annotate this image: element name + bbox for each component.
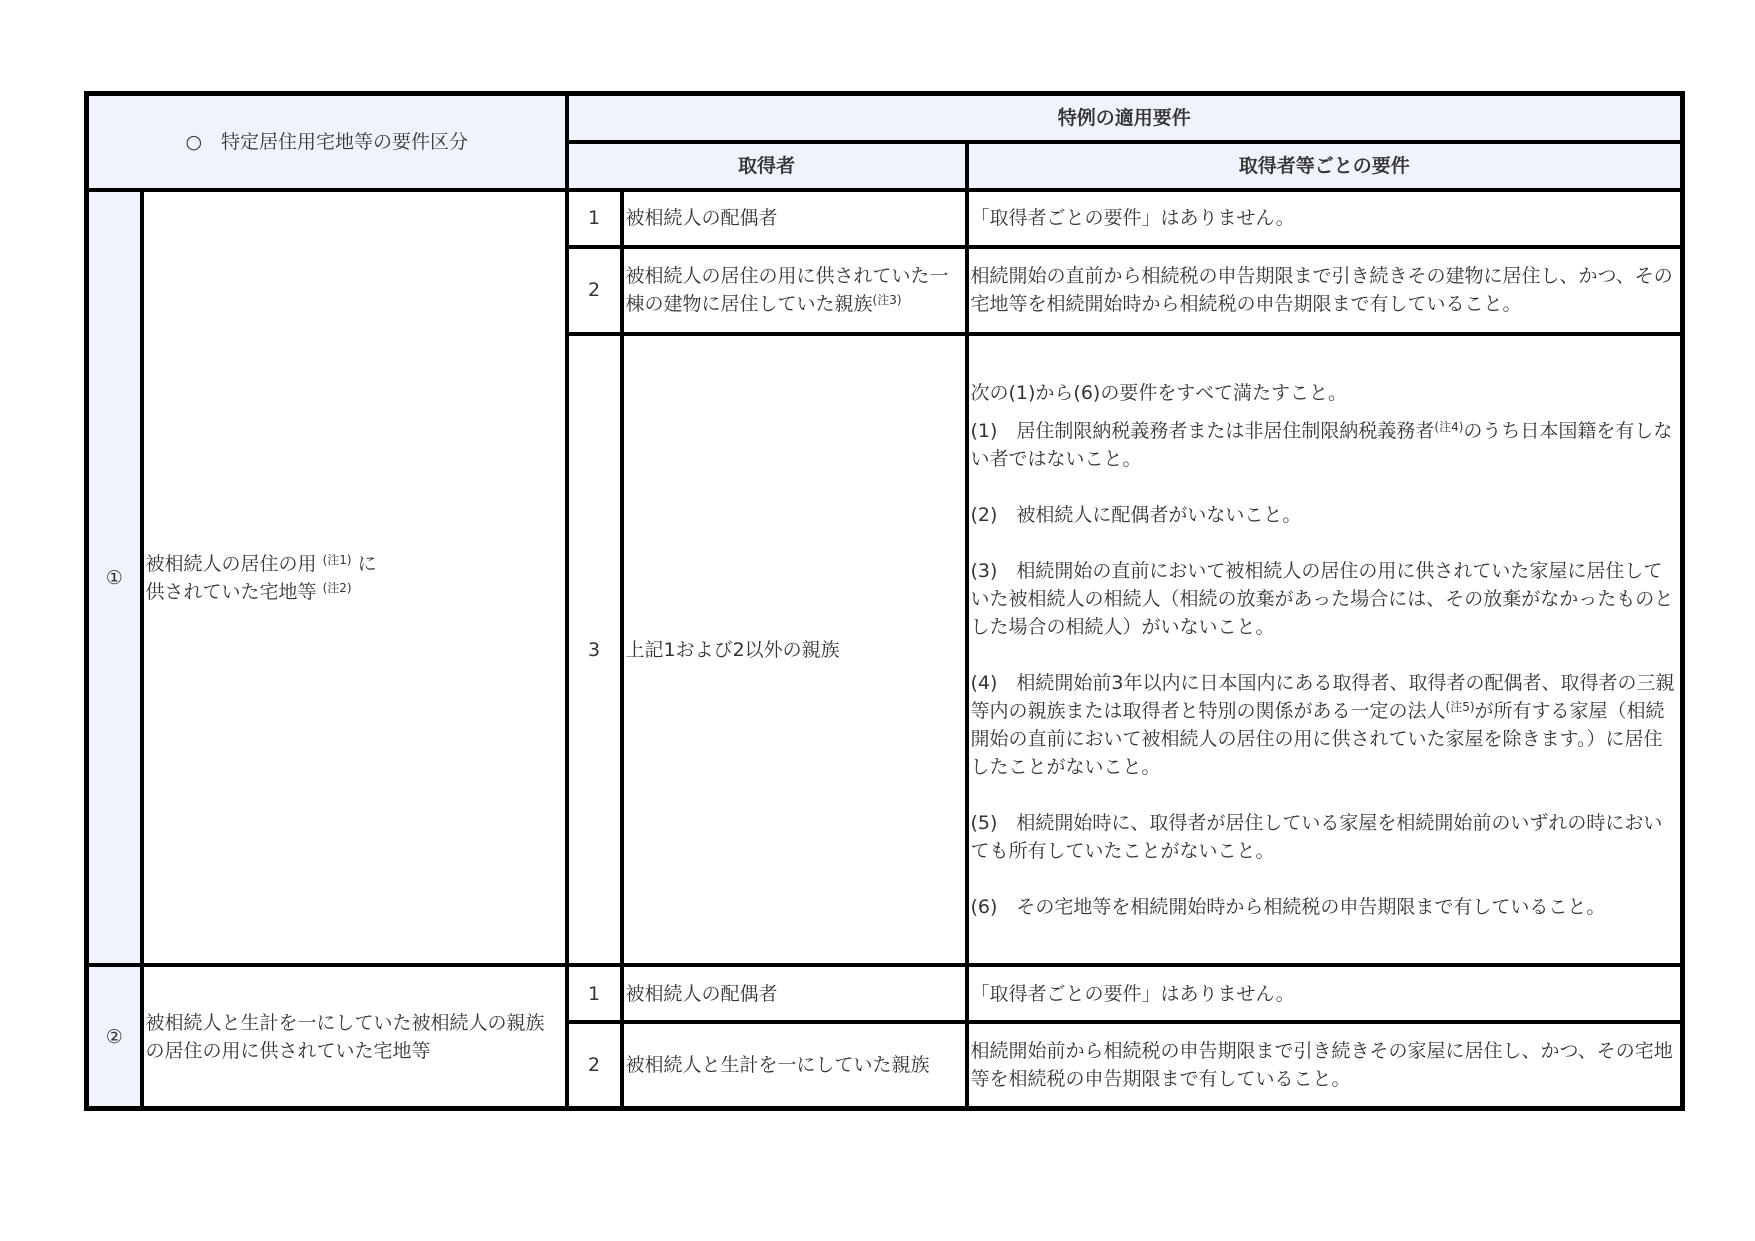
acquirer-requirements-header: 取得者等ごとの要件 bbox=[967, 142, 1683, 190]
footnote-ref: (注5) bbox=[1445, 699, 1475, 714]
requirement-item-2: (2) 被相続人に配偶者がいないこと。 bbox=[970, 503, 1302, 526]
requirement-cell: 相続開始の直前から相続税の申告期限まで引き続きその建物に居住し、かつ、その宅地等を相続開始時から相続税の申告期限まで有していること。 bbox=[967, 247, 1683, 335]
requirement-item-4 bbox=[971, 669, 1679, 781]
requirement-cell: 「取得者ごとの要件」はありません。 bbox=[967, 965, 1683, 1021]
acquirer-text: 被相続人の居住の用に供されていた一棟の建物に居住していた親族 bbox=[625, 265, 949, 316]
requirement-cell: 「取得者ごとの要件」はありません。 bbox=[967, 190, 1683, 246]
requirement-item-1 bbox=[971, 417, 1679, 473]
acquirer-cell: 被相続人の配偶者 bbox=[622, 965, 967, 1021]
description-text: に bbox=[357, 552, 377, 575]
header-row-1 bbox=[87, 94, 1683, 142]
row-number: 2 bbox=[567, 247, 622, 335]
section-mark-2: ② bbox=[87, 965, 142, 1108]
acquirer-cell bbox=[622, 247, 967, 335]
requirements-table bbox=[84, 91, 1685, 1111]
row-number: 1 bbox=[567, 965, 622, 1021]
requirement-cell bbox=[967, 334, 1683, 965]
acquirer-header: 取得者 bbox=[567, 142, 967, 190]
section-description-1 bbox=[142, 190, 567, 965]
row-number: 2 bbox=[567, 1022, 622, 1109]
acquirer-cell: 被相続人の配偶者 bbox=[622, 190, 967, 246]
requirement-item-6: (6) その宅地等を相続開始時から相続税の申告期限まで有していること。 bbox=[970, 895, 1606, 918]
footnote-ref: (注4) bbox=[1434, 419, 1464, 434]
row-number: 1 bbox=[567, 190, 622, 246]
table-row bbox=[87, 965, 1683, 1021]
footnote-ref: (注3) bbox=[872, 293, 902, 308]
footnote-ref: (注1) bbox=[322, 552, 352, 567]
section-mark-1: ① bbox=[87, 190, 142, 965]
table-row bbox=[87, 190, 1683, 246]
requirement-intro: 次の(1)から(6)の要件をすべて満たすこと。 bbox=[970, 381, 1347, 404]
acquirer-cell: 上記1および2以外の親族 bbox=[622, 334, 967, 965]
description-text: 供されていた宅地等 bbox=[145, 580, 317, 603]
footnote-ref: (注2) bbox=[322, 580, 352, 595]
requirement-cell: 相続開始前から相続税の申告期限まで引き続きその家屋に居住し、かつ、その宅地等を相続税の申告期限まで有していること。 bbox=[967, 1022, 1683, 1109]
section-description-2: 被相続人と生計を一にしていた被相続人の親族の居住の用に供されていた宅地等 bbox=[142, 965, 567, 1108]
requirement-text: (4) 相続開始前3年以内に日本国内にある取得者、取得者の配偶者、取得者の三親等内の親族または取得者と特別の関係がある一定の法人 bbox=[970, 671, 1675, 722]
requirement-item-3: (3) 相続開始の直前において被相続人の居住の用に供されていた家屋に居住していた被相続人の相続人（相続の放棄があった場合には、その放棄がなかったものとした場合の相続人）がいないこと。 bbox=[970, 559, 1674, 638]
special-rule-header: 特例の適用要件 bbox=[567, 94, 1683, 142]
requirement-text: (1) 居住制限納税義務者または非居住制限納税義務者 bbox=[970, 419, 1435, 442]
requirement-text: のうち日本国籍を有しない者ではないこと。 bbox=[970, 419, 1673, 470]
row-number: 3 bbox=[567, 334, 622, 965]
acquirer-cell: 被相続人と生計を一にしていた親族 bbox=[622, 1022, 967, 1109]
category-header: ○ 特定居住用宅地等の要件区分 bbox=[87, 94, 567, 191]
requirement-text: が所有する家屋（相続開始の直前において被相続人の居住の用に供されていた家屋を除きます。）に居住したことがないこと。 bbox=[970, 699, 1665, 778]
requirement-item-5: (5) 相続開始時に、取得者が居住している家屋を相続開始前のいずれの時においても所有していたことがないこと。 bbox=[970, 811, 1663, 862]
description-text: 被相続人の居住の用 bbox=[145, 552, 317, 575]
